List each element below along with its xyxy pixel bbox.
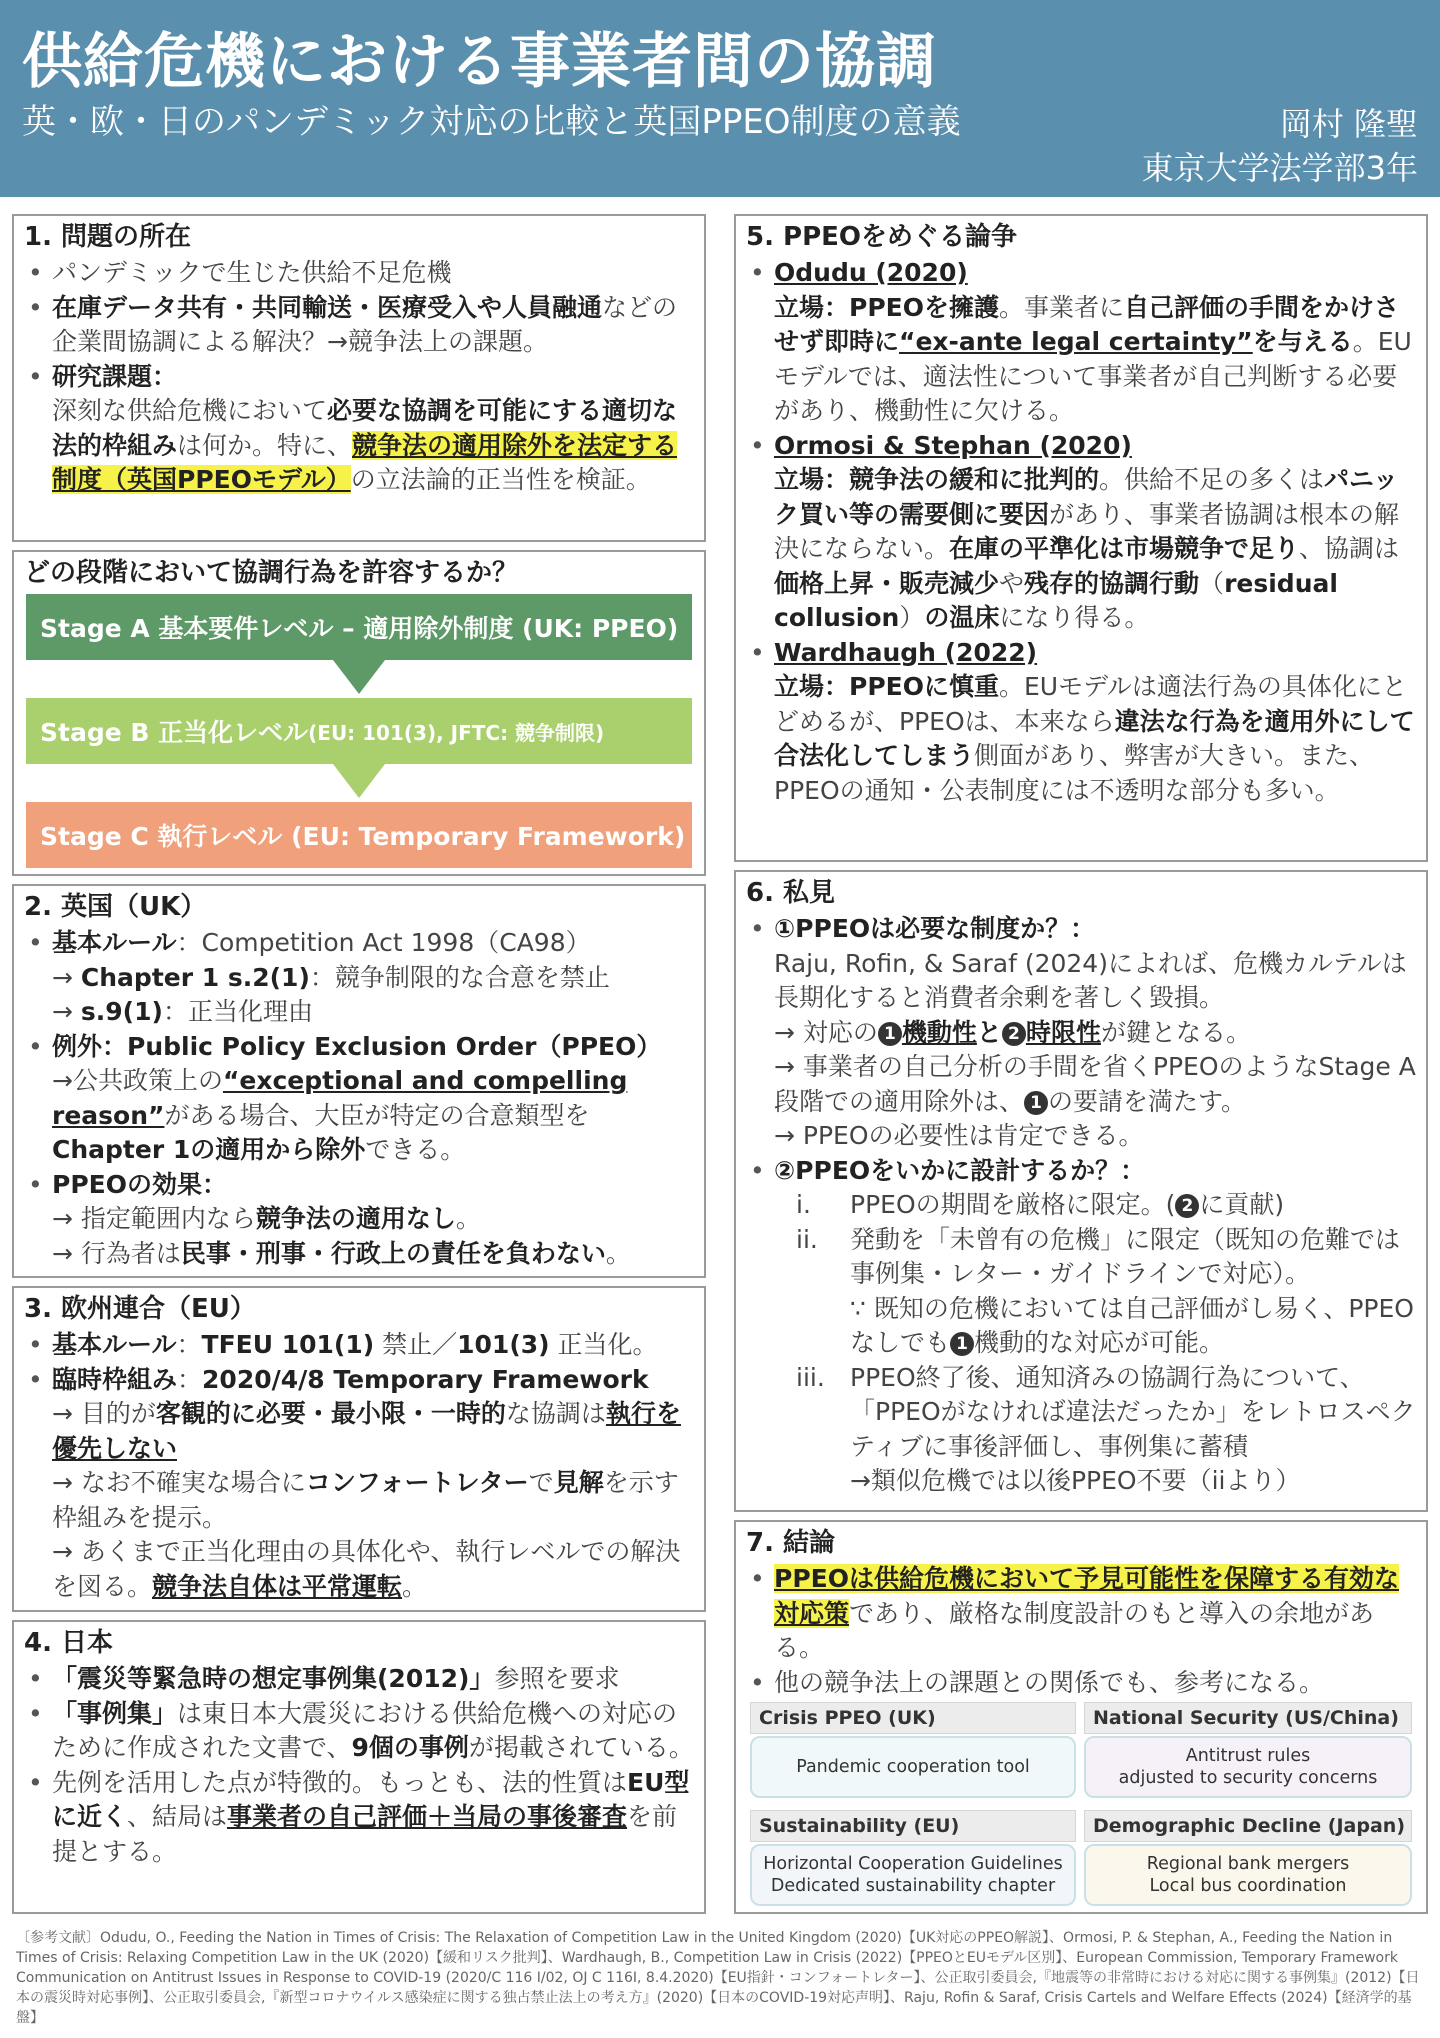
bullet <box>746 429 1416 464</box>
section-problem <box>12 214 706 542</box>
section-heading: どの段階において協調行為を許容するか？ <box>24 558 519 588</box>
bullet: • PPEOの効果： <box>24 1168 694 1203</box>
section-japan <box>12 1620 706 1914</box>
bullet: • 基本ルール：Competition Act 1998（CA98） <box>24 926 694 961</box>
bullet <box>746 636 1416 671</box>
section-heading: 1. 問題の所在 <box>24 222 192 252</box>
bullet: • 基本ルール：TFEU 101(1) 禁止／101(3) 正当化。 <box>24 1328 694 1363</box>
section-heading: 3. 欧州連合（EU） <box>24 1294 256 1324</box>
author-name: 岡村 隆聖 <box>1279 105 1418 143</box>
author-odudu: Odudu (2020) <box>774 258 968 287</box>
arrow-down-icon <box>333 660 385 694</box>
number-badge: 1 <box>950 1332 974 1356</box>
bullet <box>746 256 1416 291</box>
stage-b: Stage B 正当化レベル (EU: 101(3), JFTC: 競争制限) <box>26 698 692 764</box>
section-heading: 6. 私見 <box>746 878 836 908</box>
grid-header-demographic-decline: Demographic Decline (Japan) <box>1084 1810 1412 1842</box>
grid-header-national-security: National Security (US/China) <box>1084 1702 1412 1734</box>
section-heading: 7. 結論 <box>746 1528 836 1558</box>
research-question: 深刻な供給危機において必要な協調を可能にする適切な法的枠組みは何か。特に、競争法の適用除外を法定する制度（英国PPEOモデル）の立法論的正当性を検証。 <box>52 396 678 494</box>
bullet: • PPEOは供給危機において予見可能性を保障する有効な対応策であり、厳格な制度設計のもと導入の余地がある。 <box>746 1562 1416 1666</box>
bullet: • パンデミックで生じた供給不足危機 <box>24 256 694 291</box>
section-heading: 5. PPEOをめぐる論争 <box>746 222 1017 252</box>
grid-header-sustainability: Sustainability (EU) <box>750 1810 1076 1842</box>
design-item: iii. PPEO終了後、通知済みの協調行為について、「PPEOがなければ違法だったか」をレトロスペクティブに事後評価し、事例集に蓄積 →類似危機では以後PPEO不要（iiより） <box>796 1362 1416 1495</box>
number-badge: 1 <box>878 1022 902 1046</box>
stage-c: Stage C 執行レベル (EU: Temporary Framework) <box>26 802 692 868</box>
grid-cell-demographic-decline: Regional bank mergers Local bus coordination <box>1084 1844 1412 1906</box>
bullet: • 「事例集」は東日本大震災における供給危機への対応のために作成された文書で、9個の事例が掲載されている。 <box>24 1697 694 1766</box>
author-block <box>1142 102 1418 190</box>
number-badge: 1 <box>1024 1091 1048 1115</box>
bullet: • 「震災等緊急時の想定事例集(2012)」参照を要求 <box>24 1662 694 1697</box>
grid-cell-national-security: Antitrust rules adjusted to security concerns <box>1084 1736 1412 1798</box>
author-affiliation: 東京大学法学部3年 <box>1141 149 1418 187</box>
stage-a: Stage A 基本要件レベル – 適用除外制度 (UK: PPEO) <box>26 594 692 660</box>
section-opinion: 6. 私見 • ①PPEOは必要な制度か？： Raju, Rofin, & Saraf (2024)によれば、危機カルテルは長期化すると消費者余剰を著しく毀損。 → 対応の 1 機動性と 2 時限性が鍵となる。 → 事業者の自己分析の手間を省くPPEOのようなStage A段階での適用除外は、 1 の要請を満たす。 → PPEOの必要性は肯定できる。 • ②PPEOをいかに設計するか？： i. PPEOの期間を厳格に限定。( 2 に貢献) ii. 発動を「未曾有の危機」に限定（既知の危難では事例集・レター・ガイドラインで対応）。 ∵ 既知の危機においては自己評価がし易く、PPEOなしでも 1 機動的な対応が可能。 iii. PPEO終了後、通知済みの協調行為について、「PPEOがなければ違法だったか」をレトロスペクティブに事後評価し、事例集に蓄積 →類似危機では以後PPEO不要（iiより） <box>734 870 1428 1512</box>
grid-cell-crisis-ppeo: Pandemic cooperation tool <box>750 1736 1076 1798</box>
references: 〔参考文献〕Odudu, O., Feeding the Nation in Times of Crisis: The Relaxation of Competition Law in the United Kingdom (2020)【UK対応のPPEO解説】、Ormosi, P. & Stephan, A., Feeding the Nation in Times of Crisis: Relaxing Competition Law in the UK (2020)【緩和リスク批判】、Wardhaugh, B., Competition Law in Crisis (2022)【PPEOとEUモデル区別】、European Commission, Temporary Framework Communication on Antitrust Issues in Response to COVID-19 (2020/C 116 I/02, OJ C 116I, 8.4.2020)【EU指針・コンフォートレター】、公正取引委員会,『地震等の非常時における対応に関する事例集』(2012)【日本の震災時対応事例】、公正取引委員会,『新型コロナウイルス感染症に関する独占禁止法上の考え方』(2020)【日本のCOVID-19対応声明】、Raju, Rofin & Saraf, Crisis Cartels and Welfare Effects (2024)【経済学的基盤】 <box>16 1930 1420 2026</box>
section-heading: 4. 日本 <box>24 1628 114 1658</box>
poster-title: 供給危機における事業者間の協調 <box>22 27 937 97</box>
design-item: ii. 発動を「未曾有の危機」に限定（既知の危難では事例集・レター・ガイドラインで対応）。 ∵ 既知の危機においては自己評価がし易く、PPEOなしでも 1 機動的な対応が可能。 <box>796 1224 1414 1357</box>
bullet: • 例外：Public Policy Exclusion Order（PPEO） <box>24 1030 694 1065</box>
arrow-down-icon <box>333 764 385 798</box>
bullet: • 在庫データ共有・共同輸送・医療受入や人員融通などの企業間協調による解決？→競争法上の課題。 <box>24 291 694 360</box>
poster-subtitle: 英・欧・日のパンデミック対応の比較と英国PPEO制度の意義 <box>22 102 961 142</box>
poster-header <box>0 0 1440 197</box>
bullet: • 臨時枠組み：2020/4/8 Temporary Framework <box>24 1363 694 1398</box>
design-item: i. PPEOの期間を厳格に限定。( 2 に貢献) <box>796 1190 1285 1219</box>
author-ormosi-stephan: Ormosi & Stephan (2020) <box>774 430 1132 460</box>
bullet: • ①PPEOは必要な制度か？： <box>746 912 1416 947</box>
bullet: • ②PPEOをいかに設計するか？： <box>746 1154 1416 1189</box>
grid-header-crisis-ppeo: Crisis PPEO (UK) <box>750 1702 1076 1734</box>
bullet: • 研究課題： <box>24 360 694 395</box>
bullet: • 先例を活用した点が特徴的。もっとも、法的性質はEU型に近く、結局は事業者の自己評価＋当局の事後審査を前提とする。 <box>24 1766 694 1870</box>
bullet: • 他の競争法上の課題との関係でも、参考になる。 <box>746 1666 1416 1701</box>
grid-cell-sustainability: Horizontal Cooperation Guidelines Dedicated sustainability chapter <box>750 1844 1076 1906</box>
author-wardhaugh: Wardhaugh (2022) <box>774 637 1038 667</box>
section-debate: 5. PPEOをめぐる論争 • Odudu (2020) 立場：PPEOを擁護。事業者に自己評価の手間をかけさせず即時に“ex-ante legal certainty”を与える。EUモデルでは、適法性について事業者が自己判断する必要があり、機動性に欠ける。 • Ormosi & Stephan (2020) 立場：競争法の緩和に批判的。供給不足の多くはパニック買い等の需要側に要因があり、事業者協調は根本の解決にならない。在庫の平準化は市場競争で足り、協調は価格上昇・販売減少や残存的協調行動（residual collusion）の温床になり得る。 • Wardhaugh (2022) 立場：PPEOに慎重。EUモデルは適法行為の具体化にとどめるが、PPEOは、本来なら違法な行為を適用外にして合法化してしまう側面があり、弊害が大きい。また、PPEOの通知・公表制度には不透明な部分も多い。 <box>734 214 1428 862</box>
number-badge: 2 <box>1175 1194 1199 1218</box>
section-eu: 3. 欧州連合（EU） • 基本ルール：TFEU 101(1) 禁止／101(3) 正当化。 • 臨時枠組み：2020/4/8 Temporary Framework → 目的が客観的に必要・最小限・一時的な協調は執行を優先しない → なお不確実な場合にコンフォートレターで見解を示す枠組みを提示。 → あくまで正当化理由の具体化や、執行レベルでの解決を図る。競争法自体は平常運転。 <box>12 1286 706 1612</box>
section-heading: 2. 英国（UK） <box>24 892 207 922</box>
number-badge: 2 <box>1002 1022 1026 1046</box>
section-uk: 2. 英国（UK） • 基本ルール：Competition Act 1998（CA98） → Chapter 1 s.2(1)：競争制限的な合意を禁止 → s.9(1)：正当化理由 • 例外：Public Policy Exclusion Order（PPEO） →公共政策上の“exceptional and compelling reason”がある場合、大臣が特定の合意類型をChapter 1の適用から除外できる。 • PPEOの効果： → 指定範囲内なら競争法の適用なし。 → 行為者は民事・刑事・行政上の責任を負わない。 <box>12 884 706 1278</box>
